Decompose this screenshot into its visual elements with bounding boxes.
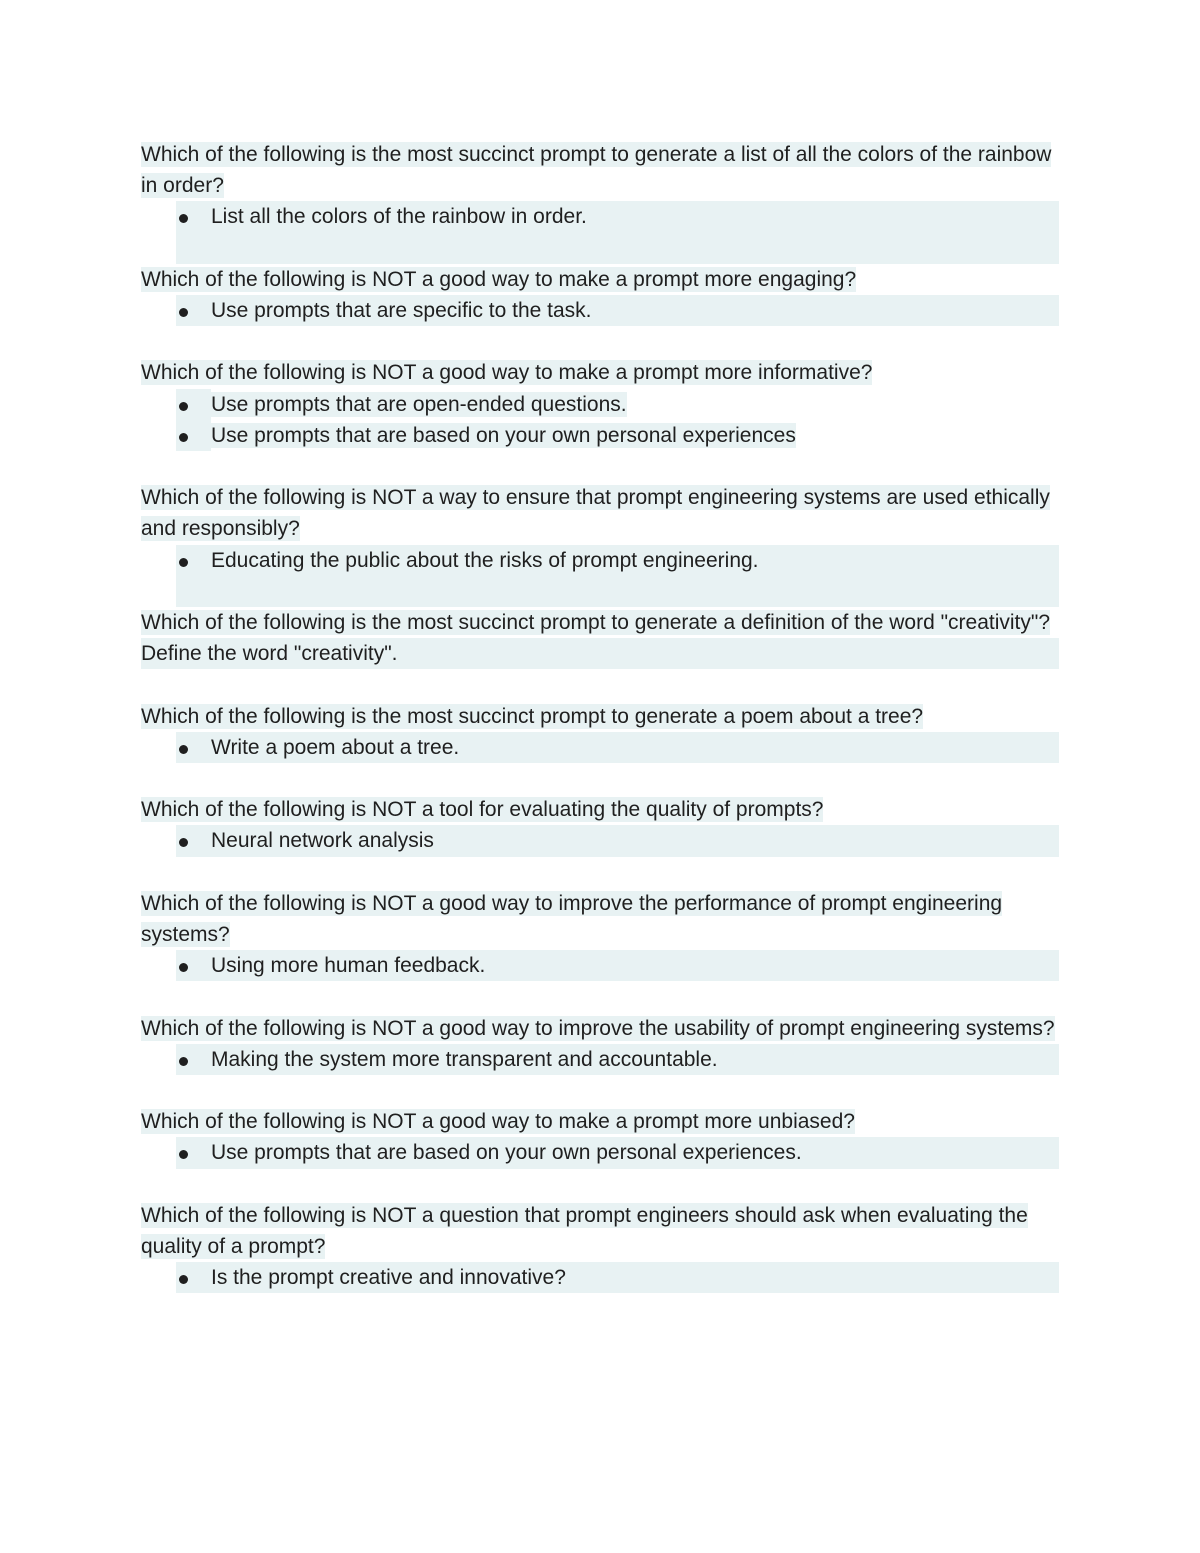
answer-item [176,545,1059,607]
answer-text: List all the colors of the rainbow in order. [211,205,587,229]
answer-text: Use prompts that are open-ended questions. [211,392,627,416]
spacer [141,763,1059,794]
answer-item [176,950,1059,981]
question-1 [141,139,1059,201]
spacer [141,669,1059,700]
question-3 [141,357,1059,388]
answer-list-3 [141,389,1059,451]
bullet-icon [179,963,188,972]
answer-item [176,1137,1059,1168]
document-page [141,139,1059,1293]
question-text: Which of the following is the most succinct prompt to generate a poem about a tree? [141,704,924,728]
answer-item [176,1044,1059,1075]
bullet-icon [179,1057,188,1066]
question-text: Which of the following is the most succinct prompt to generate a list of all the colors of the rainbow in order? [141,143,1052,198]
bullet-icon [179,838,188,847]
question-text: Which of the following is NOT a good way to improve the usability of prompt engineering systems? [141,1016,1055,1040]
question-2 [141,264,1059,295]
answer-list-6 [141,732,1059,763]
question-4 [141,482,1059,544]
spacer [141,1169,1059,1200]
answer-text: Neural network analysis [211,829,434,853]
answer-list-1 [141,201,1059,263]
answer-list-9 [141,1044,1059,1075]
question-text: Which of the following is NOT a way to ensure that prompt engineering systems are used ethically and responsibly? [141,486,1050,541]
answer-item [176,1262,1059,1293]
answer-list-10 [141,1137,1059,1168]
answer-text: Educating the public about the risks of prompt engineering. [211,548,759,572]
question-text: Which of the following is NOT a question that prompt engineers should ask when evaluating the quality of a prompt? [141,1203,1028,1258]
answer-text: Define the word "creativity". [141,638,1059,669]
bullet-icon [179,402,188,411]
spacer [141,451,1059,482]
question-8 [141,888,1059,950]
spacer [141,1075,1059,1106]
question-11 [141,1200,1059,1262]
answer-text: Using more human feedback. [211,954,486,978]
answer-item [176,825,1059,856]
question-text: Which of the following is NOT a tool for evaluating the quality of prompts? [141,798,824,822]
question-9 [141,1013,1059,1044]
question-text: Which of the following is NOT a good way to make a prompt more engaging? [141,267,857,291]
question-text: Which of the following is NOT a good way to improve the performance of prompt engineering systems? [141,891,1003,946]
answer-list-4 [141,545,1059,607]
question-10 [141,1106,1059,1137]
answer-text: Is the prompt creative and innovative? [211,1266,566,1290]
answer-list-11 [141,1262,1059,1293]
bullet-icon [179,1275,188,1284]
question-text: Which of the following is the most succinct prompt to generate a definition of the word "creativity"? [141,610,1051,634]
question-6 [141,701,1059,732]
answer-item [176,389,1059,420]
spacer [141,857,1059,888]
answer-list-8 [141,950,1059,981]
question-5 [141,607,1059,638]
answer-item [176,732,1059,763]
question-text: Which of the following is NOT a good way to make a prompt more informative? [141,361,873,385]
answer-list-2 [141,295,1059,326]
answer-item [176,201,1059,263]
bullet-icon [179,1150,188,1159]
answer-text: Write a poem about a tree. [211,735,460,759]
spacer [141,981,1059,1012]
question-7 [141,794,1059,825]
answer-text: Making the system more transparent and accountable. [211,1047,718,1071]
bullet-icon [179,214,188,223]
answer-text: Use prompts that are based on your own personal experiences. [211,1141,802,1165]
answer-text: Use prompts that are specific to the task. [211,299,592,322]
bullet-icon [179,558,188,567]
bullet-icon [179,308,188,317]
answer-item [176,295,1059,326]
answer-text: Use prompts that are based on your own personal experiences [211,423,796,447]
bullet-icon [179,433,188,442]
answer-item [176,420,1059,451]
spacer [141,326,1059,357]
answer-list-7 [141,825,1059,856]
question-text: Which of the following is NOT a good way to make a prompt more unbiased? [141,1110,855,1134]
bullet-icon [179,745,188,754]
